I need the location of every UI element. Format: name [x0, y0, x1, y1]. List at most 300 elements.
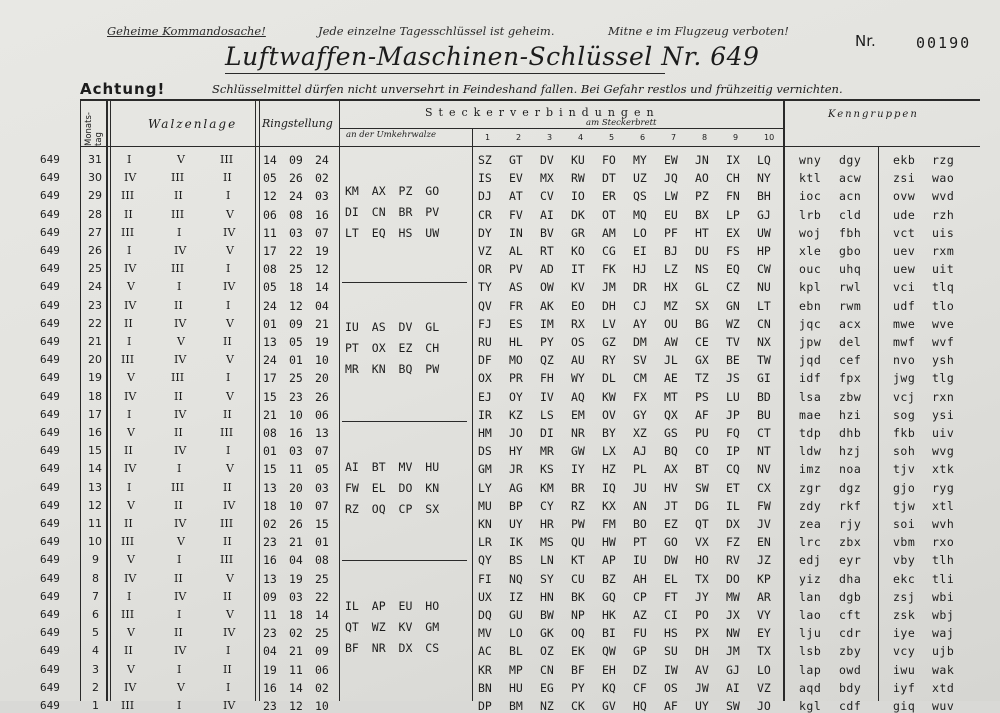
plug-pair: JO: [757, 699, 771, 713]
key-number: 649: [40, 280, 60, 294]
plug-pair: GI: [757, 371, 771, 386]
rotor-order: IV: [223, 280, 236, 294]
ring-setting: 20: [289, 480, 303, 495]
plug-pair: HL: [509, 335, 523, 349]
plug-pair: RY: [602, 353, 616, 368]
plug-pair: GV: [602, 699, 616, 713]
day-number: 14: [88, 462, 102, 476]
kenngruppe: dgb: [839, 589, 862, 604]
ring-setting: 22: [289, 244, 303, 258]
key-number: 649: [40, 316, 60, 330]
kenngruppe: ovw: [893, 189, 916, 204]
rotor-order: II: [223, 407, 232, 421]
plug-pair: EW: [664, 153, 678, 167]
key-number: 649: [40, 353, 60, 367]
rotor-order: III: [220, 153, 234, 166]
steckerverbindungen-header: Steckerverbindungen: [425, 106, 660, 119]
plug-pair: AS: [509, 280, 523, 295]
kenngruppe: fkb: [893, 426, 916, 440]
kenngruppe: uit: [932, 262, 955, 277]
plug-pair: GL: [695, 280, 709, 295]
plug-pair: EX: [726, 225, 740, 240]
kenngruppe: ysi: [932, 407, 955, 422]
kenngruppe: dgz: [839, 480, 862, 495]
plug-pair: NP: [571, 608, 585, 622]
plug-pair: BI: [602, 626, 616, 641]
plug-pair: LV: [602, 316, 616, 331]
key-number: 649: [40, 662, 60, 676]
plug-pair: HZ: [602, 462, 616, 477]
plug-pair: JM: [726, 644, 740, 659]
group-separator: [342, 560, 467, 561]
title-underline: [225, 73, 665, 74]
ring-setting: 18: [263, 498, 277, 513]
ring-setting: 19: [263, 662, 277, 677]
plug-pair: IN: [509, 225, 523, 240]
plug-pair: TV: [726, 335, 740, 349]
kenngruppe: mwf: [893, 335, 916, 349]
plug-pair: IX: [726, 153, 740, 167]
ring-setting: 15: [263, 389, 277, 404]
umkehrwalze-pairs: BF NR DX CS: [345, 640, 440, 655]
key-number: 649: [40, 189, 60, 203]
plug-pair: CR: [478, 207, 492, 222]
kenngruppe: tdp: [799, 426, 822, 440]
rotor-order: III: [121, 353, 135, 367]
plug-pair: UY: [509, 517, 523, 531]
ring-setting: 07: [315, 444, 329, 459]
kenngruppe: del: [839, 335, 862, 349]
kenngruppe: imz: [799, 462, 822, 477]
ring-setting: 24: [315, 153, 329, 167]
plug-pair: FJ: [478, 316, 492, 331]
rotor-order: I: [226, 262, 231, 276]
ring-setting: 17: [263, 244, 277, 258]
kenngruppe: ldw: [799, 444, 822, 459]
plug-pair: GJ: [757, 207, 771, 222]
ring-setting: 03: [315, 480, 329, 495]
plug-pair: OW: [540, 280, 554, 295]
ring-setting: 09: [289, 153, 303, 167]
kenngruppe: waj: [932, 626, 955, 641]
plug-pair: MR: [540, 444, 554, 459]
day-number: 4: [92, 644, 99, 658]
plug-pair: MY: [633, 153, 647, 167]
kenngruppe: wak: [932, 662, 955, 677]
kenngruppe: wao: [932, 171, 955, 186]
plug-pair: HS: [664, 626, 678, 641]
kenngruppe: jqc: [799, 316, 822, 331]
kenngruppe: zbw: [839, 389, 862, 404]
plug-pair: RT: [540, 244, 554, 258]
group-separator: [342, 282, 467, 283]
day-number: 21: [88, 335, 102, 348]
kenngruppe: wvh: [932, 517, 955, 531]
rotor-order: III: [220, 517, 234, 530]
plug-pair: JZ: [757, 553, 771, 568]
kenngruppe: lao: [799, 608, 822, 622]
plug-pair: AD: [540, 262, 554, 277]
plug-pair: UY: [695, 699, 709, 713]
plug-pair: QV: [478, 298, 492, 313]
plug-pair: SY: [540, 571, 554, 586]
kenngruppe: acn: [839, 189, 862, 204]
ring-setting: 02: [315, 171, 329, 186]
plug-pair: BW: [540, 608, 554, 622]
umkehrwalze-pairs: KM AX PZ GO: [345, 183, 440, 198]
plug-pair: DJ: [478, 189, 492, 204]
plug-pair: QT: [695, 517, 709, 531]
kenngruppe: lrb: [799, 207, 822, 222]
ring-setting: 11: [263, 608, 277, 622]
plug-pair: MX: [540, 171, 554, 186]
ring-setting: 20: [315, 371, 329, 386]
plug-pair: AE: [664, 371, 678, 386]
plug-pair: TW: [757, 353, 771, 368]
plug-pair: KQ: [602, 680, 616, 695]
plug-pair: HV: [664, 480, 678, 495]
umkehrwalze-pairs: FW EL DO KN: [345, 480, 440, 495]
plug-pair: PU: [695, 426, 709, 440]
plug-pair: TZ: [695, 371, 709, 386]
plug-pair: OV: [602, 407, 616, 422]
plug-pair: JL: [664, 353, 678, 368]
kenngruppe: rwm: [839, 298, 862, 313]
ring-setting: 04: [315, 298, 329, 313]
plug-pair: LX: [602, 444, 616, 459]
plug-pair: AN: [633, 498, 647, 513]
rotor-order: III: [121, 225, 135, 239]
plug-pair: DP: [478, 699, 492, 713]
plug-pair: GQ: [602, 589, 616, 604]
plug-pair: UZ: [633, 171, 647, 186]
kenngruppe: vct: [893, 225, 916, 240]
plug-pair: AJ: [633, 444, 647, 459]
kenngruppe: giq: [893, 699, 916, 713]
kenngruppe: mae: [799, 407, 822, 422]
kenngruppe: tlq: [932, 280, 955, 295]
kenngruppe: udf: [893, 298, 916, 313]
plug-pair: TX: [757, 644, 771, 659]
key-number: 649: [40, 371, 60, 385]
day-number: 15: [88, 444, 102, 458]
plug-pair: WY: [571, 371, 585, 386]
umkehrwalze-header: an der Umkehrwalze: [346, 130, 436, 140]
umkehrwalze-pairs: IU AS DV GL: [345, 320, 440, 335]
plug-pair: BG: [695, 316, 709, 331]
rotor-order: I: [177, 662, 182, 676]
rotor-order: II: [223, 535, 232, 549]
ring-setting: 10: [289, 407, 303, 422]
ring-setting: 01: [263, 444, 277, 459]
plug-pair: PZ: [695, 189, 709, 204]
plug-pair: AV: [695, 662, 709, 677]
ring-setting: 08: [263, 262, 277, 277]
plug-pair: EK: [571, 644, 585, 659]
plug-pair: RZ: [571, 498, 585, 513]
ring-setting: 06: [263, 207, 277, 222]
kenngruppe: uew: [893, 262, 916, 277]
day-number: 11: [88, 517, 102, 530]
rotor-order: IV: [124, 571, 137, 585]
rotor-order: II: [223, 480, 232, 494]
plug-pair: FS: [726, 244, 740, 258]
key-number: 649: [40, 699, 60, 712]
plug-pair: MP: [509, 662, 523, 677]
rotor-order: I: [226, 298, 231, 312]
plug-pair: LZ: [664, 262, 678, 277]
plug-pair: XZ: [633, 426, 647, 440]
plug-pair: HO: [695, 553, 709, 568]
ring-setting: 13: [315, 426, 329, 440]
plug-pair: DL: [602, 371, 616, 386]
ring-setting: 25: [289, 262, 303, 277]
rotor-order: III: [171, 171, 185, 185]
plug-pair: IZ: [509, 589, 523, 604]
kenngruppe: rxn: [932, 389, 955, 404]
plug-pair: IV: [540, 389, 554, 404]
plug-pair: FV: [509, 207, 523, 222]
ring-setting: 18: [289, 280, 303, 295]
kenngruppe: rwl: [839, 280, 862, 295]
rotor-order: IV: [124, 680, 137, 694]
ring-setting: 14: [315, 608, 329, 622]
plug-pair: AT: [509, 189, 523, 204]
umkehrwalze-pairs: MR KN BQ PW: [345, 362, 440, 377]
plug-pair: FZ: [726, 535, 740, 550]
kenngruppe: lrc: [799, 535, 822, 550]
plug-pair: LN: [540, 553, 554, 568]
kenngruppe: eyr: [839, 553, 862, 568]
rotor-order: V: [226, 353, 234, 367]
plug-pair: QY: [478, 553, 492, 568]
plug-pair: NU: [757, 280, 771, 295]
plug-pair: NW: [726, 626, 740, 641]
ring-setting: 09: [315, 644, 329, 659]
plug-pair: CM: [633, 371, 647, 386]
plug-pair: IY: [571, 462, 585, 477]
plug-pair: CG: [602, 244, 616, 258]
kenngruppe: lan: [799, 589, 822, 604]
rotor-order: V: [177, 680, 185, 694]
plug-pair: OU: [664, 316, 678, 331]
plug-pair: FM: [602, 517, 616, 531]
kenngruppe: uis: [932, 225, 955, 240]
rotor-order: IV: [124, 262, 137, 276]
plug-pair: GM: [478, 462, 492, 477]
day-number: 31: [88, 153, 102, 166]
ring-setting: 03: [289, 589, 303, 604]
plug-pair: IW: [664, 662, 678, 677]
plug-pair: DT: [602, 171, 616, 186]
kenngruppe: iwu: [893, 662, 916, 677]
ring-setting: 05: [263, 171, 277, 186]
day-number: 23: [88, 298, 102, 312]
plug-pair: CI: [664, 608, 678, 622]
kenngruppe: hzj: [839, 444, 862, 459]
warning-text: Schlüsselmittel dürfen nicht unversehrt in Feindeshand fallen. Bei Gefahr restlos und frühzeitig vernichten.: [212, 82, 843, 96]
kenngruppe: cdr: [839, 626, 862, 641]
day-number: 9: [92, 553, 99, 567]
ring-setting: 01: [315, 535, 329, 550]
plug-pair: JS: [726, 371, 740, 386]
ring-setting: 22: [315, 589, 329, 604]
ring-setting: 08: [263, 426, 277, 440]
plug-pair: FN: [726, 189, 740, 204]
stecker-subheader-rule: [340, 128, 783, 129]
rotor-order: V: [226, 316, 234, 330]
rotor-order: IV: [124, 171, 137, 185]
key-number: 649: [40, 298, 60, 312]
plug-pair: PV: [509, 262, 523, 277]
plug-pair: MV: [478, 626, 492, 641]
plug-pair: MO: [509, 353, 523, 368]
kenngruppe: mwe: [893, 316, 916, 331]
kenngruppe: soi: [893, 517, 916, 531]
plug-pair: KU: [571, 153, 585, 167]
ring-setting: 24: [263, 353, 277, 368]
plug-pair: RW: [571, 171, 585, 186]
ring-setting: 14: [263, 153, 277, 167]
plug-pair: JR: [509, 462, 523, 477]
kenngruppe: rkf: [839, 498, 862, 513]
kenngruppe: gjo: [893, 480, 916, 495]
kenngruppen-header: Kenngruppen: [828, 109, 919, 120]
kenngruppe: dhb: [839, 426, 862, 440]
kenngruppe: lap: [799, 662, 822, 677]
kenngruppe: fbh: [839, 225, 862, 240]
plug-pair: MZ: [664, 298, 678, 313]
plug-pair: EG: [540, 680, 554, 695]
kenngruppe: cef: [839, 353, 862, 368]
plug-number: 10: [764, 133, 775, 142]
key-number: 649: [40, 244, 60, 257]
kenngruppe: dha: [839, 571, 862, 586]
plug-pair: BE: [726, 353, 740, 368]
plug-pair: GZ: [602, 335, 616, 349]
kenngruppe: rjy: [839, 517, 862, 531]
plug-pair: DQ: [478, 608, 492, 622]
day-number: 16: [88, 426, 102, 439]
plug-pair: PY: [571, 680, 585, 695]
kenngruppe: xle: [799, 244, 822, 258]
kenngruppe: wbi: [932, 589, 955, 604]
kenngruppe: uev: [893, 244, 916, 258]
plug-pair: LQ: [757, 153, 771, 167]
ring-setting: 19: [315, 335, 329, 349]
plug-pair: AI: [726, 680, 740, 695]
ring-setting: 02: [315, 680, 329, 695]
plug-pair: PY: [540, 335, 554, 349]
classification-label: Geheime Kommandosache!: [107, 24, 266, 38]
key-number: 649: [40, 680, 60, 694]
plug-number: 8: [702, 133, 708, 142]
rotor-order: IV: [124, 462, 137, 476]
key-number: 649: [40, 498, 60, 512]
ring-setting: 24: [263, 298, 277, 313]
plug-pair: QS: [633, 189, 647, 204]
key-number: 649: [40, 262, 60, 276]
col-divider: [80, 99, 81, 701]
plug-pair: FU: [633, 626, 647, 641]
plug-pair: GP: [633, 644, 647, 659]
kenngruppe: acx: [839, 316, 862, 331]
plug-pair: QW: [602, 644, 616, 659]
rotor-order: III: [171, 262, 185, 276]
serial-number-value: 00190: [916, 34, 972, 52]
plug-pair: AQ: [571, 389, 585, 404]
plug-pair: MU: [478, 498, 492, 513]
day-number: 24: [88, 280, 102, 294]
kenngruppe: cdf: [839, 699, 862, 713]
plug-pair: BX: [695, 207, 709, 222]
rotor-order: II: [124, 517, 133, 530]
rotor-order: V: [226, 608, 234, 621]
rotor-order: II: [124, 444, 133, 458]
plug-pair: CP: [633, 589, 647, 604]
rotor-order: V: [127, 662, 135, 676]
ring-setting: 25: [289, 371, 303, 386]
day-number: 1: [92, 699, 99, 712]
plug-number: 2: [516, 133, 522, 142]
key-number: 649: [40, 407, 60, 421]
plug-pair: QX: [664, 407, 678, 422]
plug-number: 1: [485, 133, 491, 142]
plug-pair: PR: [509, 371, 523, 386]
rotor-order: IV: [174, 244, 187, 257]
rotor-order: V: [177, 535, 185, 549]
plug-pair: GW: [571, 444, 585, 459]
kenngruppe: uhq: [839, 262, 862, 277]
key-number: 649: [40, 535, 60, 549]
plug-pair: AF: [664, 699, 678, 713]
kenngruppe: nvo: [893, 353, 916, 368]
plug-pair: CK: [571, 699, 585, 713]
ring-setting: 12: [289, 298, 303, 313]
kenngruppe: tjw: [893, 498, 916, 513]
plug-pair: BD: [757, 389, 771, 404]
kenngruppe: ekb: [893, 153, 916, 167]
rotor-order: IV: [223, 225, 236, 239]
plug-pair: EZ: [664, 517, 678, 531]
table-top-rule: [80, 99, 980, 101]
plug-pair: PF: [664, 225, 678, 240]
plug-pair: AK: [540, 298, 554, 313]
rotor-order: I: [177, 462, 182, 476]
plug-pair: IM: [540, 316, 554, 331]
kenngruppe: lju: [799, 626, 822, 641]
day-number: 13: [88, 480, 102, 494]
plug-pair: HT: [695, 225, 709, 240]
plug-pair: CX: [757, 480, 771, 495]
ring-setting: 23: [263, 535, 277, 550]
kenngruppe: wuv: [932, 699, 955, 713]
rotor-order: V: [226, 207, 234, 221]
plug-pair: IT: [571, 262, 585, 277]
ring-setting: 10: [315, 353, 329, 368]
ring-setting: 02: [289, 626, 303, 641]
plug-pair: PO: [695, 608, 709, 622]
plug-pair: HX: [664, 280, 678, 295]
rotor-order: I: [127, 589, 132, 603]
plug-pair: FO: [602, 153, 616, 167]
kenngruppe: bdy: [839, 680, 862, 695]
plug-pair: HJ: [633, 262, 647, 277]
ring-setting: 07: [315, 498, 329, 513]
plug-pair: QZ: [540, 353, 554, 368]
ringstellung-header: Ringstellung: [262, 117, 333, 130]
plug-pair: JO: [509, 426, 523, 440]
